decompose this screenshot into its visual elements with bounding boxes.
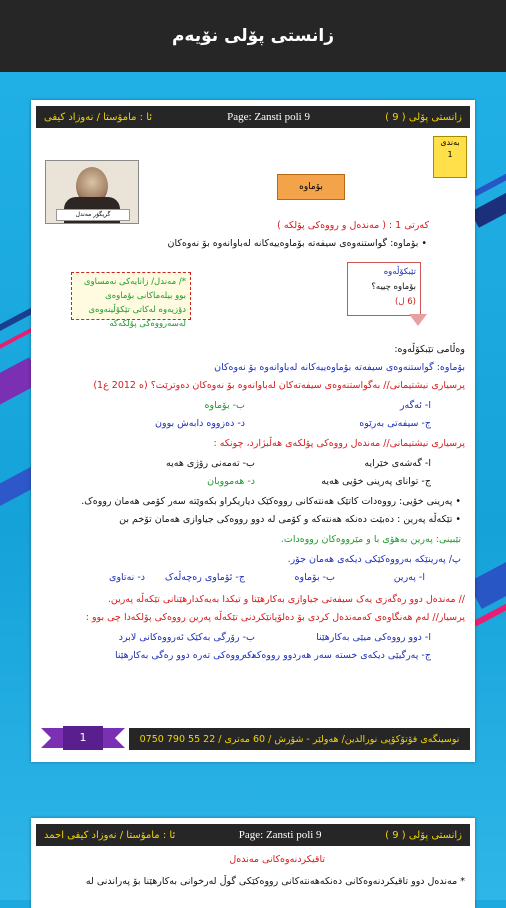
document-page-1 — [31, 100, 475, 762]
page-header — [36, 106, 470, 128]
note-mendel: */ مەندل/ زانایەکی نەمساوی بوو بیلەماکانی بۆماوەی دۆزیەوە لەکاتی تێکۆڵینەوەی لەسەرووەکی پۆلکەکە — [71, 272, 191, 320]
text-line: وەڵامی تێبکۆڵەوە: — [394, 344, 465, 355]
question-text: بۆماوە چییە؟ — [371, 282, 416, 292]
text-line: پرسیاری نیشتیمانی// مەندەل رووەکی پۆلکەی هەڵبژارد، چونکە : — [213, 438, 465, 449]
text-line: پرسیار// لەم هەنگاوەی کەمەندەل کردی بۆ دەلۆپانێکردنی تێکەڵە پەرین رووەکی پۆلکەدا چی بوو : — [85, 612, 465, 623]
question-ref: (6 ل) — [395, 297, 416, 307]
text-line: کەرتی 1 : ( مەندەل و رووەکی پۆلکە ) — [277, 220, 429, 231]
header-subject: زانستی پۆلی ( 9 ) — [385, 829, 462, 841]
text-line: // مەندەل دوو رەگەزی یەک سیفەتی جیاوازی بەکارهێنا و تیکدا بەیەکدارهێنانی تێکەڵە پەرین. — [107, 594, 465, 605]
header-page-id: Page: Zansti poli 9 — [227, 111, 310, 123]
section-title: تاقیکردنەوەکانی مەندەل — [229, 854, 325, 865]
text-line: • بۆماوە: گواستنەوەی سیفەتە بۆماوەییەکانە لەباوانەوە بۆ نەوەکان — [167, 238, 427, 250]
option: ا- دوو رووەکی میێی بەکارهێنا — [316, 632, 431, 643]
option: ج- سیفەتی بەرێوە — [359, 418, 431, 429]
app-bar — [0, 0, 506, 72]
option: ا- ئەگەر — [399, 400, 431, 411]
option: د- نەتاوی — [109, 572, 145, 583]
text-line: پ/ پەرینێکە بەرووەکێکی دیکەی هەمان جۆر. — [287, 554, 461, 565]
down-arrow-icon — [409, 314, 427, 326]
portrait-caption: گریگۆر مەندل — [56, 209, 130, 221]
decor-stripe — [473, 154, 506, 197]
text-line: • پەرینی خۆیی: رووەدات کاتێک هەنتەکانی رووەکێک دیاریکراو بکەوێتە سەر کۆمی هەمان رووەک. — [81, 496, 461, 508]
option: ج- پەرگیێی دیکەی خستە سەر هەردوو رووەکەکە — [242, 650, 431, 661]
option: د- رووەکی تەرە دوو رەگی بەکارهێنا — [114, 650, 255, 661]
option: ا- گەشەی خێرایە — [364, 458, 431, 469]
header-subject: زانستی پۆلی ( 9 ) — [385, 111, 462, 123]
text-line: * مەندەل دوو تاقیکردنەوەکانی دەنکەهەنتەکانی رووەکێکی گوڵ لەرخوانی بەکارهێنا بۆ پەراندنی لە — [85, 876, 465, 887]
option: ب- رۆرگی بەکێک ئەرووەکانی لابرد — [118, 632, 255, 643]
option: د- هەمووبان — [207, 476, 255, 487]
page-footer: نوسینگەی فۆتۆکۆپی نورالدین/ هەولێر - شۆرش / 60 مەتری / 22 55 790 0750 — [129, 728, 470, 750]
section-badge: بۆماوە — [277, 174, 345, 200]
app-title: زانستی پۆلی نۆیەم — [171, 26, 335, 46]
option: ج- ئۆماوی رەچەڵەک — [164, 572, 245, 583]
lesson-label: بەندی — [440, 138, 460, 147]
question-title: تێبکۆڵەوە — [383, 267, 416, 277]
lesson-number: 1 — [447, 150, 453, 159]
page-number: 1 — [63, 726, 103, 750]
lesson-box — [433, 136, 467, 178]
page-number-ribbon — [41, 726, 125, 750]
document-page-2 — [31, 818, 475, 908]
option: ج- توانای پەرینی خۆیی هەیە — [321, 476, 431, 487]
option: ب- بۆماوە — [204, 400, 245, 411]
option: د- دەزووە دابەش بوون — [155, 418, 245, 429]
page-header — [36, 824, 470, 846]
text-line: پرسیاری نیشتیمانی// بەگواستنەوەی سیفەتەکان لەباوانەوە بۆ نەوەکان دەوترێت؟ (ه 2012 ع1) — [93, 380, 465, 391]
text-line: بۆماوە: گواستنەوەی سیفەتە بۆماوەییەکانە لەباوانەوە بۆ نەوەکان — [214, 362, 465, 373]
header-teacher: ئا : مامۆستا / نەوزاد کیفی احمد — [44, 829, 176, 841]
text-line: تێبینی: پەرین بەهۆی با و مێرووەکان رووەدات. — [280, 534, 461, 545]
header-teacher: ئا : مامۆستا / نەوزاد کیفی — [44, 111, 153, 123]
option: ب- بۆماوە — [294, 572, 335, 583]
option: ب- تەمەنی رۆژی هەیە — [166, 458, 255, 469]
portrait-image — [45, 160, 139, 224]
header-page-id: Page: Zansti poli 9 — [238, 829, 322, 841]
option: ا- پەرین — [393, 572, 425, 583]
question-box — [347, 262, 421, 316]
text-line: • تێکەڵە پەرین : دەبێت دەنکە هەنتەکە و کۆمی لە دوو رووەکی جیاوازی هەمان تۆخم بن — [119, 514, 461, 526]
